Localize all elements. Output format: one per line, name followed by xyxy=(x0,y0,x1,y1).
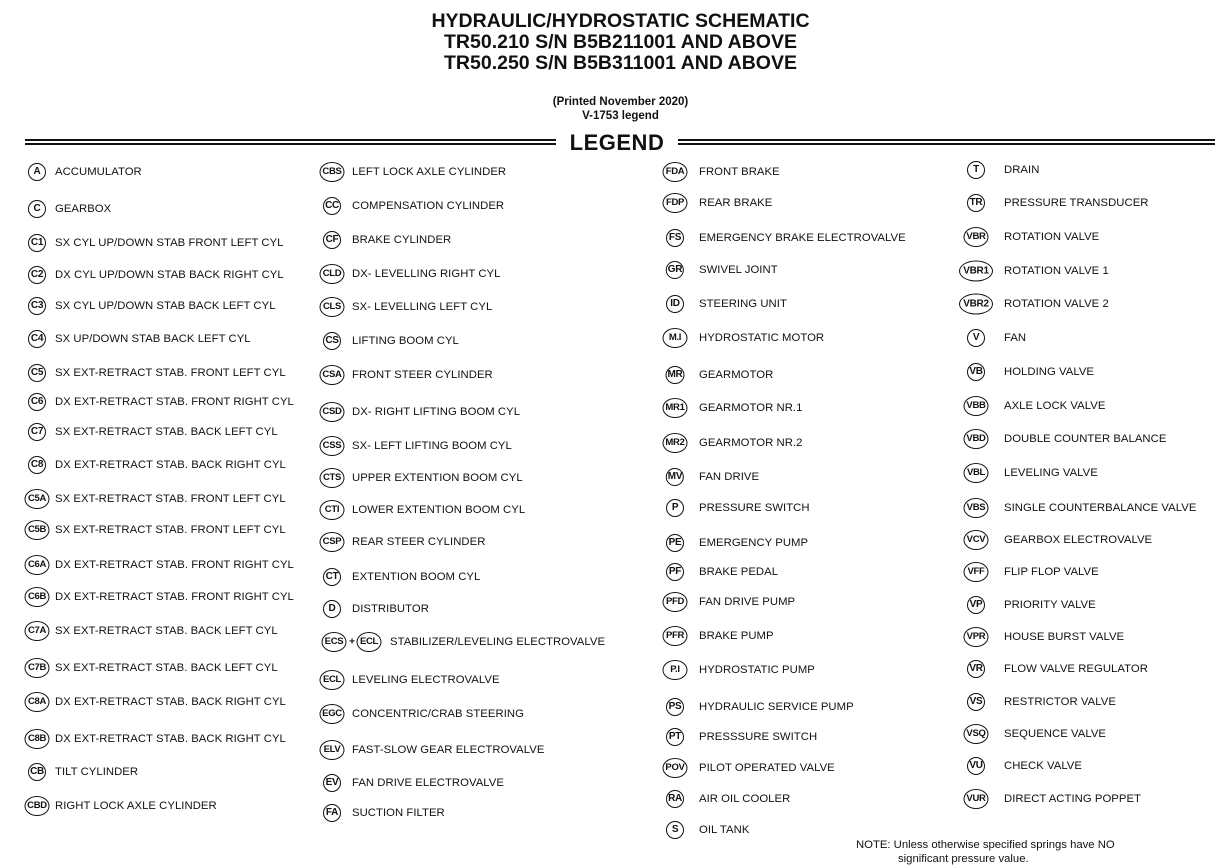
legend-label: UPPER EXTENTION BOOM CYL xyxy=(352,472,523,484)
legend-label: SUCTION FILTER xyxy=(352,807,445,819)
springs-note xyxy=(856,838,1115,866)
legend-symbol: P.I xyxy=(663,660,688,680)
legend-symbol: C7 xyxy=(28,423,46,441)
legend-symbol: MR1 xyxy=(663,398,688,418)
legend-symbol: M.I xyxy=(663,328,688,348)
legend-label: SX EXT-RETRACT STAB. FRONT LEFT CYL xyxy=(55,367,286,379)
legend-label: FAN xyxy=(1004,332,1027,344)
legend-label: DX EXT-RETRACT STAB. FRONT RIGHT CYL xyxy=(55,591,294,603)
legend-symbol: A xyxy=(28,163,46,181)
legend-label: PRESSSURE SWITCH xyxy=(699,731,818,743)
legend-label: DISTRIBUTOR xyxy=(352,603,429,615)
legend-symbol: MV xyxy=(666,468,684,486)
legend-label: SX EXT-RETRACT STAB. FRONT LEFT CYL xyxy=(55,493,286,505)
legend-symbol: FA xyxy=(323,804,341,822)
legend-heading-bar xyxy=(25,130,1215,158)
legend-symbol: C1 xyxy=(28,234,46,252)
legend-label: DX- LEVELLING RIGHT CYL xyxy=(352,268,501,280)
legend-symbol: C8 xyxy=(28,456,46,474)
legend-symbol: C7A xyxy=(25,621,50,641)
legend-symbol: VBS xyxy=(964,498,989,518)
note-line-1: NOTE: Unless otherwise specified springs have NO xyxy=(856,839,1115,851)
title-line-3: TR50.250 S/N B5B311001 AND ABOVE xyxy=(444,52,797,74)
legend-symbol: CB xyxy=(28,763,46,781)
legend-symbol: ECL xyxy=(320,670,345,690)
legend-symbol: CC xyxy=(323,197,341,215)
legend-symbol: CBD xyxy=(25,796,50,816)
legend-label: CHECK VALVE xyxy=(1004,760,1082,772)
legend-label: SX UP/DOWN STAB BACK LEFT CYL xyxy=(55,333,251,345)
legend-symbol: T xyxy=(967,161,985,179)
title-line-1: HYDRAULIC/HYDROSTATIC SCHEMATIC xyxy=(431,10,810,32)
legend-label: GEARBOX ELECTROVALVE xyxy=(1004,534,1153,546)
legend-symbol: ID xyxy=(666,295,684,313)
legend-symbol: PS xyxy=(666,698,684,716)
legend-symbol: C3 xyxy=(28,297,46,315)
schematic-title xyxy=(0,11,1216,74)
legend-symbol: VSQ xyxy=(964,724,989,744)
legend-label: OIL TANK xyxy=(699,824,750,836)
legend-symbol: C6 xyxy=(28,393,46,411)
note-line-2: significant pressure value. xyxy=(898,853,1029,865)
legend-label: SX EXT-RETRACT STAB. BACK LEFT CYL xyxy=(55,662,278,674)
legend-label: GEARMOTOR NR.2 xyxy=(699,437,803,449)
legend-label: GEARMOTOR NR.1 xyxy=(699,402,803,414)
legend-symbol: VPR xyxy=(964,627,989,647)
legend-label: HOLDING VALVE xyxy=(1004,366,1095,378)
legend-label: SX- LEFT LIFTING BOOM CYL xyxy=(352,440,512,452)
legend-label: DRAIN xyxy=(1004,164,1040,176)
legend-label: LEVELING VALVE xyxy=(1004,467,1098,479)
legend-label: SX CYL UP/DOWN STAB FRONT LEFT CYL xyxy=(55,237,284,249)
legend-label: ROTATION VALVE xyxy=(1004,231,1100,243)
legend-symbol: D xyxy=(323,600,341,618)
legend-label: BRAKE PUMP xyxy=(699,630,774,642)
legend-code: V-1753 legend xyxy=(582,110,659,122)
legend-symbol: C5 xyxy=(28,364,46,382)
legend-symbol: CSA xyxy=(320,365,345,385)
legend-label: SX EXT-RETRACT STAB. BACK LEFT CYL xyxy=(55,625,278,637)
legend-label: DX EXT-RETRACT STAB. BACK RIGHT CYL xyxy=(55,696,286,708)
legend-symbol: CSD xyxy=(320,402,345,422)
legend-label: STEERING UNIT xyxy=(699,298,787,310)
legend-symbol: C6A xyxy=(25,555,50,575)
legend-symbol: TR xyxy=(967,194,985,212)
legend-label: LEFT LOCK AXLE CYLINDER xyxy=(352,166,507,178)
legend-symbol: CSP xyxy=(320,532,345,552)
legend-label: SX EXT-RETRACT STAB. BACK LEFT CYL xyxy=(55,426,278,438)
legend-label: FRONT STEER CYLINDER xyxy=(352,369,493,381)
legend-symbol: VBD xyxy=(964,429,989,449)
legend-symbol: CLD xyxy=(320,264,345,284)
legend-symbol: VBL xyxy=(964,463,989,483)
legend-symbol: C5A xyxy=(25,489,50,509)
legend-symbol: POV xyxy=(663,758,688,778)
legend-symbol: PFD xyxy=(663,592,688,612)
legend-symbol: PFR xyxy=(663,626,688,646)
legend-symbol: MR2 xyxy=(663,433,688,453)
legend-symbol-secondary: ECL xyxy=(357,632,382,652)
legend-symbol: CLS xyxy=(320,297,345,317)
legend-symbol: MR xyxy=(666,366,685,384)
legend-label: AIR OIL COOLER xyxy=(699,793,791,805)
legend-label: LOWER EXTENTION BOOM CYL xyxy=(352,504,526,516)
legend-symbol: ECS xyxy=(322,632,347,652)
legend-symbol: VUR xyxy=(964,789,989,809)
legend-symbol: VB xyxy=(967,363,985,381)
legend-label: PRESSURE SWITCH xyxy=(699,502,810,514)
legend-label: HOUSE BURST VALVE xyxy=(1004,631,1125,643)
legend-label: EMERGENCY BRAKE ELECTROVALVE xyxy=(699,232,906,244)
legend-symbol: FS xyxy=(666,229,684,247)
right-double-rule xyxy=(678,139,1215,145)
legend-symbol: C5B xyxy=(25,520,50,540)
print-info xyxy=(0,95,1216,123)
legend-symbol: PE xyxy=(666,534,684,552)
legend-symbol: VFF xyxy=(964,562,989,582)
legend-label: LIFTING BOOM CYL xyxy=(352,335,459,347)
legend-symbol: CTI xyxy=(320,500,345,520)
legend-symbol: C4 xyxy=(28,330,46,348)
legend-label: ACCUMULATOR xyxy=(55,166,142,178)
legend-symbol: CF xyxy=(323,231,341,249)
legend-label: TILT CYLINDER xyxy=(55,766,139,778)
legend-label: SX EXT-RETRACT STAB. FRONT LEFT CYL xyxy=(55,524,286,536)
legend-label: RIGHT LOCK AXLE CYLINDER xyxy=(55,800,217,812)
legend-symbol: EV xyxy=(323,774,341,792)
legend-label: DX EXT-RETRACT STAB. BACK RIGHT CYL xyxy=(55,733,286,745)
legend-symbol: VP xyxy=(967,596,985,614)
legend-label: REAR BRAKE xyxy=(699,197,773,209)
legend-symbol: CSS xyxy=(320,436,345,456)
legend-symbol: C6B xyxy=(25,587,50,607)
legend-label: ROTATION VALVE 1 xyxy=(1004,265,1109,277)
legend-symbol: CTS xyxy=(320,468,345,488)
legend-label: FAN DRIVE ELECTROVALVE xyxy=(352,777,504,789)
legend-label: CONCENTRIC/CRAB STEERING xyxy=(352,708,524,720)
legend-label: COMPENSATION CYLINDER xyxy=(352,200,505,212)
legend-symbol: GR xyxy=(666,261,684,279)
legend-symbol: C7B xyxy=(25,658,50,678)
legend-symbol: VR xyxy=(967,660,985,678)
legend-symbol: S xyxy=(666,821,684,839)
legend-symbol: VU xyxy=(967,757,985,775)
legend-label: DX EXT-RETRACT STAB. BACK RIGHT CYL xyxy=(55,459,286,471)
left-double-rule xyxy=(25,139,556,145)
legend-symbol: VBR xyxy=(964,227,989,247)
legend-symbol: V xyxy=(967,329,985,347)
legend-label: RESTRICTOR VALVE xyxy=(1004,696,1116,708)
legend-symbol: C8B xyxy=(25,729,50,749)
legend-label: BRAKE CYLINDER xyxy=(352,234,452,246)
legend-label: GEARBOX xyxy=(55,203,112,215)
legend-label: HYDROSTATIC PUMP xyxy=(699,664,815,676)
legend-label: FLOW VALVE REGULATOR xyxy=(1004,663,1148,675)
legend-symbol: VBR1 xyxy=(959,261,993,282)
legend-label: EXTENTION BOOM CYL xyxy=(352,571,481,583)
legend-symbol: ELV xyxy=(320,740,345,760)
legend-label: FAN DRIVE xyxy=(699,471,760,483)
plus-sign: + xyxy=(349,636,355,648)
legend-symbol: C2 xyxy=(28,266,46,284)
legend-label: PILOT OPERATED VALVE xyxy=(699,762,835,774)
printed-date: (Printed November 2020) xyxy=(552,96,689,108)
legend-label: PRIORITY VALVE xyxy=(1004,599,1096,611)
legend-label: STABILIZER/LEVELING ELECTROVALVE xyxy=(390,636,606,648)
legend-symbol: P xyxy=(666,499,684,517)
legend-symbol: VBR2 xyxy=(959,294,993,315)
legend-label: SINGLE COUNTERBALANCE VALVE xyxy=(1004,502,1197,514)
legend-symbol: FDP xyxy=(663,193,688,213)
legend-symbol: EGC xyxy=(320,704,345,724)
legend-label: DX- RIGHT LIFTING BOOM CYL xyxy=(352,406,521,418)
legend-label: DX EXT-RETRACT STAB. FRONT RIGHT CYL xyxy=(55,396,294,408)
legend-symbol: C xyxy=(28,200,46,218)
title-line-2: TR50.210 S/N B5B211001 AND ABOVE xyxy=(444,31,797,53)
legend-label: GEARMOTOR xyxy=(699,369,774,381)
legend-label: SEQUENCE VALVE xyxy=(1004,728,1106,740)
legend-symbol: PF xyxy=(666,563,684,581)
legend-label: EMERGENCY PUMP xyxy=(699,537,809,549)
legend-label: DIRECT ACTING POPPET xyxy=(1004,793,1142,805)
legend-item xyxy=(0,818,750,842)
legend-label: FRONT BRAKE xyxy=(699,166,780,178)
legend-symbol: CS xyxy=(323,332,341,350)
legend-symbol: VS xyxy=(967,693,985,711)
legend-label: SX- LEVELLING LEFT CYL xyxy=(352,301,493,313)
legend-label: LEVELING ELECTROVALVE xyxy=(352,674,500,686)
legend-label: BRAKE PEDAL xyxy=(699,566,779,578)
legend-label: AXLE LOCK VALVE xyxy=(1004,400,1106,412)
legend-symbol: CBS xyxy=(320,162,345,182)
legend-label: PRESSURE TRANSDUCER xyxy=(1004,197,1149,209)
legend-label: HYDROSTATIC MOTOR xyxy=(699,332,825,344)
legend-symbol: PT xyxy=(666,728,684,746)
legend-label: DOUBLE COUNTER BALANCE xyxy=(1004,433,1167,445)
legend-label: SWIVEL JOINT xyxy=(699,264,778,276)
legend-symbol: VCV xyxy=(964,530,989,550)
legend-label: ROTATION VALVE 2 xyxy=(1004,298,1109,310)
legend-symbol: FDA xyxy=(663,162,688,182)
legend-label: FLIP FLOP VALVE xyxy=(1004,566,1099,578)
legend-label: SX CYL UP/DOWN STAB BACK LEFT CYL xyxy=(55,300,276,312)
legend-label: DX EXT-RETRACT STAB. FRONT RIGHT CYL xyxy=(55,559,294,571)
legend-symbol: C8A xyxy=(25,692,50,712)
legend-symbol: CT xyxy=(323,568,341,586)
legend-label: REAR STEER CYLINDER xyxy=(352,536,486,548)
legend-symbol: RA xyxy=(666,790,684,808)
legend-symbol: VBB xyxy=(964,396,989,416)
legend-label: DX CYL UP/DOWN STAB BACK RIGHT CYL xyxy=(55,269,284,281)
legend-label: FAN DRIVE PUMP xyxy=(699,596,796,608)
legend-label: HYDRAULIC SERVICE PUMP xyxy=(699,701,854,713)
legend-heading: LEGEND xyxy=(569,130,665,155)
legend-label: FAST-SLOW GEAR ELECTROVALVE xyxy=(352,744,545,756)
